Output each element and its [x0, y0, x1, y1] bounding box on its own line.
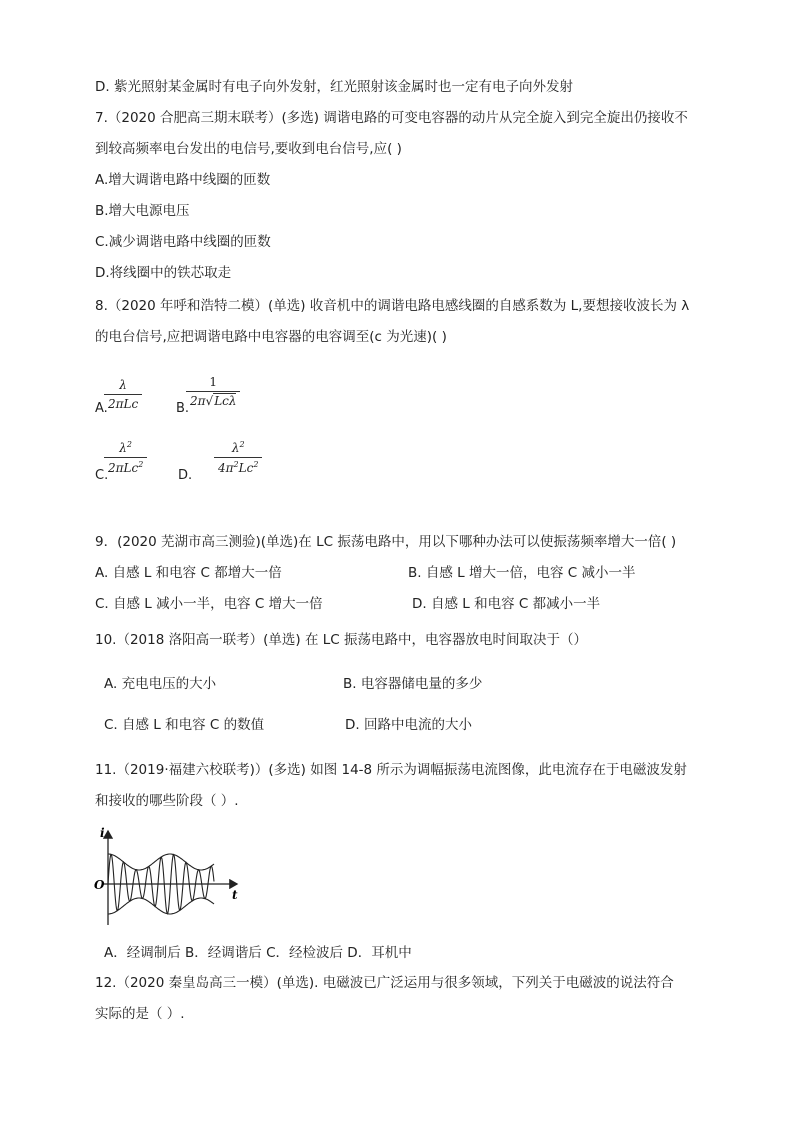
q8-option-b-formula: [186, 375, 240, 408]
q12-stem-line2: 实际的是（ ）.: [95, 1006, 185, 1022]
q9-stem: 9．(2020 芜湖市高三测验)(单选)在 LC 振荡电路中，用以下哪种办法可以使振荡频率增大一倍( ): [95, 534, 677, 550]
q8-b-den-prefix: 2π: [190, 394, 206, 408]
q8-option-d-formula: [214, 440, 262, 475]
q6-option-d: D. 紫光照射某金属时有电子向外发射，红光照射该金属时也一定有电子向外发射: [95, 79, 573, 95]
q8-d-num-base: λ: [231, 441, 240, 455]
q8-c-num-exp: 2: [126, 440, 132, 449]
q10-option-c: C. 自感 L 和电容 C 的数值: [104, 717, 265, 733]
q8-c-den-exp: 2: [138, 460, 144, 469]
q8-option-c-label: C.: [95, 468, 109, 483]
q8-d-num-exp: 2: [239, 440, 245, 449]
q8-c-numerator: [115, 440, 136, 457]
q9-option-d: D. 自感 L 和电容 C 都减小一半: [412, 596, 601, 612]
q7-option-b: B.增大电源电压: [95, 203, 190, 219]
q8-c-den-base: 2πLc: [108, 461, 139, 475]
q8-c-denominator: [104, 457, 147, 475]
q8-d-den-a: 4π: [218, 461, 234, 475]
q8-d-den-a-exp: 2: [233, 460, 239, 469]
q8-a-numerator: λ: [119, 378, 127, 392]
origin-label: O: [94, 878, 105, 892]
q8-stem-line1: 8.（2020 年呼和浩特二模）(单选) 收音机中的调谐电路电感线圈的自感系数为 L,要想接收波长为 λ: [95, 298, 690, 314]
q8-option-a-formula: [104, 378, 142, 411]
q11-options: A．经调制后 B．经调谐后 C．经检波后 D．耳机中: [104, 945, 412, 961]
q12-stem-line1: 12.（2020 秦皇岛高三一模）(单选). 电磁波已广泛运用与很多领域，下列关于电磁波的说法符合: [95, 975, 674, 991]
q7-stem-line2: 到较高频率电台发出的电信号,要收到电台信号,应( ): [95, 141, 402, 157]
q8-option-d-label: D.: [178, 468, 193, 483]
q8-b-den-root: Lcλ: [214, 394, 237, 408]
amplitude-modulated-current-figure: [92, 825, 252, 930]
q8-d-numerator: [228, 440, 249, 457]
q8-c-num-base: λ: [119, 441, 127, 455]
q11-stem-line1: 11.（2019·福建六校联考)）(多选) 如图 14-8 所示为调幅振荡电流图像，此电流存在于电磁波发射: [95, 762, 687, 778]
q8-d-den-b: Lc: [238, 461, 254, 475]
q9-option-b: B. 自感 L 增大一倍，电容 C 减小一半: [408, 565, 636, 581]
q9-option-a: A. 自感 L 和电容 C 都增大一倍: [95, 565, 282, 581]
q8-option-b-label: B.: [176, 401, 190, 416]
y-axis-label: i: [100, 826, 105, 840]
q7-stem-line1: 7.（2020 合肥高三期末联考）(多选) 调谐电路的可变电容器的动片从完全旋入到完全旋出仍接收不: [95, 110, 688, 126]
q8-b-numerator: 1: [209, 375, 218, 389]
envelope-lower: [108, 898, 214, 914]
q8-d-den-b-exp: 2: [253, 460, 259, 469]
q9-option-c: C. 自感 L 减小一半，电容 C 增大一倍: [95, 596, 323, 612]
q10-stem: 10.（2018 洛阳高一联考）(单选) 在 LC 振荡电路中，电容器放电时间取决于（）: [95, 632, 587, 648]
q10-option-d: D. 回路中电流的大小: [345, 717, 472, 733]
q8-b-denominator: 2π√Lcλ: [186, 391, 240, 408]
q11-stem-line2: 和接收的哪些阶段（ ）.: [95, 793, 239, 809]
q10-option-a: A. 充电电压的大小: [104, 676, 217, 692]
q7-option-c: C.减少调谐电路中线圈的匝数: [95, 234, 271, 250]
q8-option-c-formula: [104, 440, 147, 475]
q7-option-d: D.将线圈中的铁芯取走: [95, 265, 232, 281]
x-axis-label: t: [232, 888, 238, 902]
q8-option-a-label: A.: [95, 401, 108, 416]
q8-d-denominator: [214, 457, 262, 475]
q8-stem-line2: 的电台信号,应把调谐电路中电容器的电容调至(c 为光速)( ): [95, 329, 447, 345]
q8-a-denominator: 2πLc: [104, 394, 142, 411]
q7-option-a: A.增大调谐电路中线圈的匝数: [95, 172, 271, 188]
q10-option-b: B. 电容器储电量的多少: [343, 676, 483, 692]
